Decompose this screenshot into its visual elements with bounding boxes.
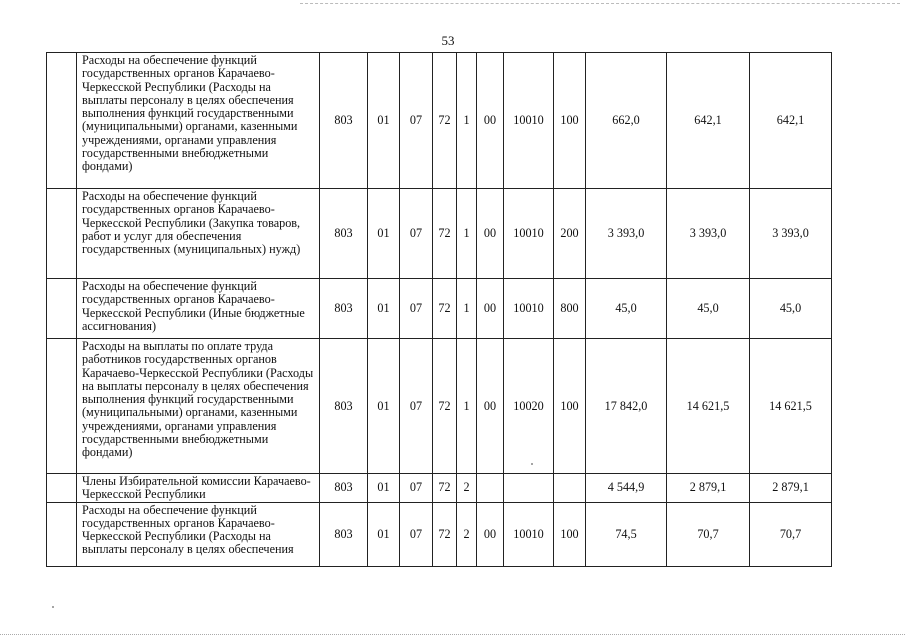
target-article-code: 10010 bbox=[504, 189, 554, 279]
target-article-direction: 00 bbox=[477, 339, 504, 474]
expense-type-code: 100 bbox=[554, 339, 586, 474]
amount-year-2: 2 879,1 bbox=[667, 474, 750, 503]
subsection-code: 07 bbox=[400, 53, 433, 189]
page-number: 53 bbox=[441, 33, 455, 48]
expense-type-code bbox=[554, 474, 586, 503]
ved-code: 803 bbox=[320, 474, 368, 503]
ved-code: 803 bbox=[320, 279, 368, 339]
target-article-direction: 00 bbox=[477, 53, 504, 189]
target-article-subprogram: 2 bbox=[457, 474, 477, 503]
row-number bbox=[47, 502, 77, 566]
target-article-code: 10010 bbox=[504, 279, 554, 339]
row-number bbox=[47, 53, 77, 189]
amount-year-3: 70,7 bbox=[750, 502, 832, 566]
table-row bbox=[47, 502, 832, 566]
row-description: Расходы на обеспечение функций государственных органов Карачаево-Черкесской Республики (Иные бюджетные ассигнования) bbox=[77, 279, 320, 339]
amount-year-3: 3 393,0 bbox=[750, 189, 832, 279]
row-description: Члены Избирательной комиссии Карачаево-Черкесской Республики bbox=[77, 474, 320, 503]
amount-year-1: 74,5 bbox=[586, 502, 667, 566]
amount-year-2: 14 621,5 bbox=[667, 339, 750, 474]
target-article-program: 72 bbox=[433, 189, 457, 279]
target-article-program: 72 bbox=[433, 502, 457, 566]
amount-year-3: 642,1 bbox=[750, 53, 832, 189]
section-code: 01 bbox=[368, 474, 400, 503]
budget-table bbox=[46, 52, 832, 567]
amount-year-1: 45,0 bbox=[586, 279, 667, 339]
row-number bbox=[47, 474, 77, 503]
scan-speck bbox=[531, 463, 533, 465]
section-code: 01 bbox=[368, 279, 400, 339]
row-description: Расходы на обеспечение функций государственных органов Карачаево-Черкесской Республики (Расходы на выплаты персоналу в целях обеспечения bbox=[77, 502, 320, 566]
scan-bottom-edge bbox=[0, 634, 905, 635]
section-code: 01 bbox=[368, 339, 400, 474]
subsection-code: 07 bbox=[400, 189, 433, 279]
table-row bbox=[47, 279, 832, 339]
row-number bbox=[47, 339, 77, 474]
amount-year-1: 3 393,0 bbox=[586, 189, 667, 279]
row-description: Расходы на обеспечение функций государственных органов Карачаево-Черкесской Республики (Закупка товаров, работ и услуг для обеспечения государственных (муниципальных) нужд) bbox=[77, 189, 320, 279]
expense-type-code: 200 bbox=[554, 189, 586, 279]
row-description: Расходы на выплаты по оплате труда работников государственных органов Карачаево-Черкесской Республики (Расходы на выплаты персоналу в целях обеспечения выполнения функций государственными (муниципальными) органами, казенными учреждениями, органами управления государственными внебюджетными фондами) bbox=[77, 339, 320, 474]
row-number bbox=[47, 189, 77, 279]
amount-year-1: 4 544,9 bbox=[586, 474, 667, 503]
table-row bbox=[47, 53, 832, 189]
target-article-code bbox=[504, 474, 554, 503]
target-article-direction: 00 bbox=[477, 189, 504, 279]
target-article-subprogram: 1 bbox=[457, 189, 477, 279]
scan-speck bbox=[52, 606, 54, 608]
subsection-code: 07 bbox=[400, 339, 433, 474]
target-article-subprogram: 1 bbox=[457, 339, 477, 474]
amount-year-2: 70,7 bbox=[667, 502, 750, 566]
subsection-code: 07 bbox=[400, 502, 433, 566]
ved-code: 803 bbox=[320, 502, 368, 566]
target-article-program: 72 bbox=[433, 474, 457, 503]
section-code: 01 bbox=[368, 502, 400, 566]
row-number bbox=[47, 279, 77, 339]
amount-year-3: 14 621,5 bbox=[750, 339, 832, 474]
subsection-code: 07 bbox=[400, 279, 433, 339]
target-article-code: 10010 bbox=[504, 502, 554, 566]
target-article-program: 72 bbox=[433, 53, 457, 189]
table-row bbox=[47, 474, 832, 503]
section-code: 01 bbox=[368, 189, 400, 279]
target-article-subprogram: 1 bbox=[457, 53, 477, 189]
table-row bbox=[47, 339, 832, 474]
section-code: 01 bbox=[368, 53, 400, 189]
amount-year-2: 3 393,0 bbox=[667, 189, 750, 279]
expense-type-code: 100 bbox=[554, 53, 586, 189]
target-article-code: 10010 bbox=[504, 53, 554, 189]
target-article-direction bbox=[477, 474, 504, 503]
target-article-direction: 00 bbox=[477, 502, 504, 566]
amount-year-2: 45,0 bbox=[667, 279, 750, 339]
expense-type-code: 100 bbox=[554, 502, 586, 566]
expense-type-code: 800 bbox=[554, 279, 586, 339]
amount-year-3: 2 879,1 bbox=[750, 474, 832, 503]
row-description: Расходы на обеспечение функций государственных органов Карачаево-Черкесской Республики (Расходы на выплаты персоналу в целях обеспечения выполнения функций государственными (муниципальными) органами, казенными учреждениями, органами управления государственными внебюджетными фондами) bbox=[77, 53, 320, 189]
target-article-program: 72 bbox=[433, 279, 457, 339]
target-article-code: 10020 bbox=[504, 339, 554, 474]
ved-code: 803 bbox=[320, 339, 368, 474]
ved-code: 803 bbox=[320, 189, 368, 279]
target-article-program: 72 bbox=[433, 339, 457, 474]
target-article-subprogram: 2 bbox=[457, 502, 477, 566]
target-article-subprogram: 1 bbox=[457, 279, 477, 339]
table-row bbox=[47, 189, 832, 279]
amount-year-3: 45,0 bbox=[750, 279, 832, 339]
amount-year-1: 17 842,0 bbox=[586, 339, 667, 474]
amount-year-2: 642,1 bbox=[667, 53, 750, 189]
subsection-code: 07 bbox=[400, 474, 433, 503]
ved-code: 803 bbox=[320, 53, 368, 189]
target-article-direction: 00 bbox=[477, 279, 504, 339]
scan-top-edge bbox=[300, 3, 900, 4]
amount-year-1: 662,0 bbox=[586, 53, 667, 189]
